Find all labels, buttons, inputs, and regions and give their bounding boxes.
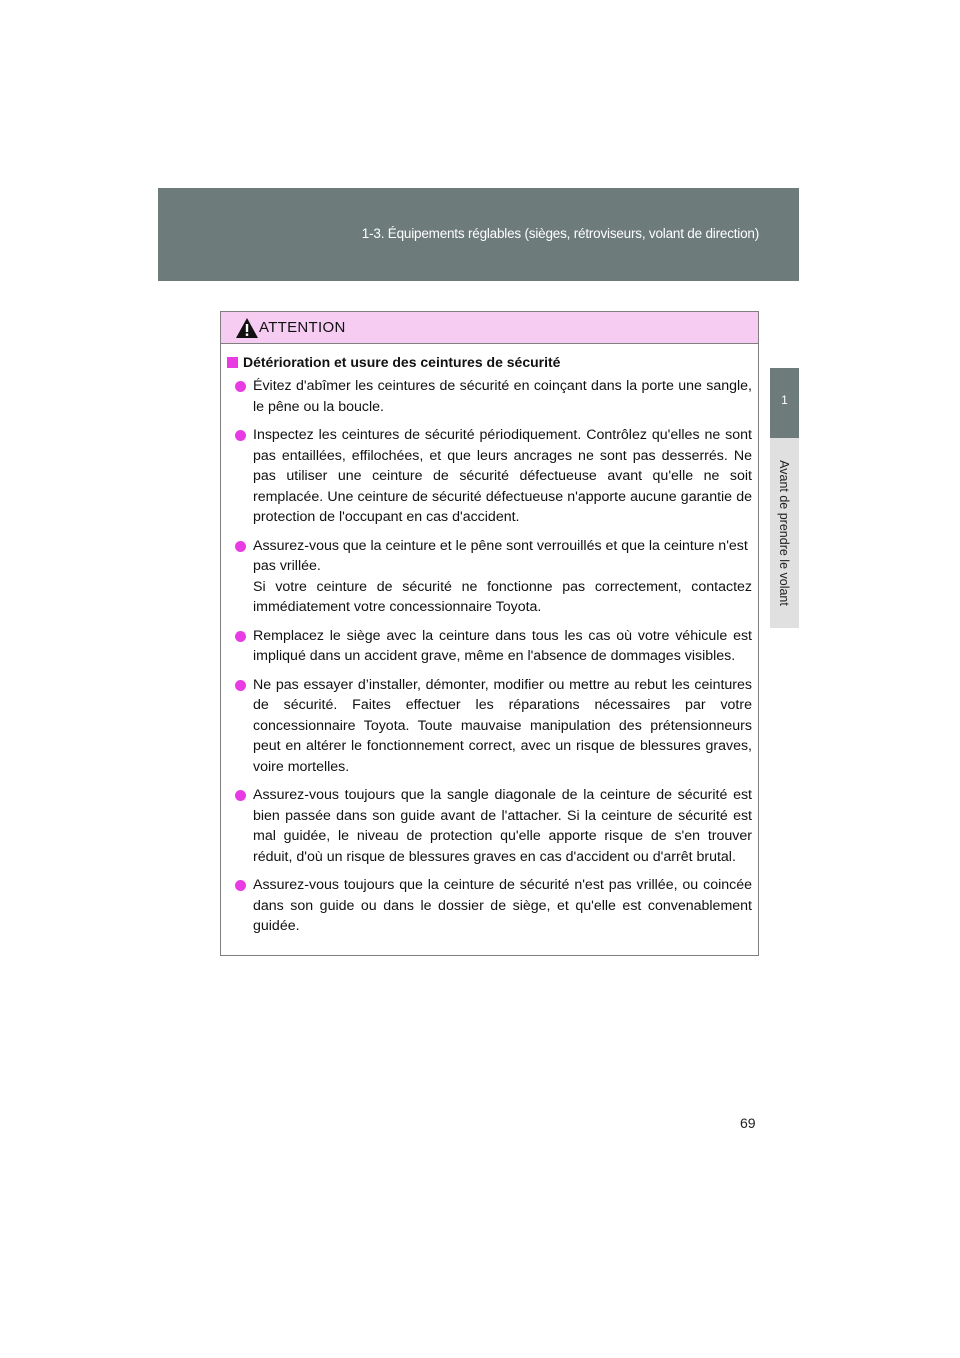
bullet-dot-icon — [235, 880, 246, 891]
list-item — [227, 425, 752, 528]
list-item-text: Ne pas essayer d’installer, démonter, modifier ou mettre au rebut les ceintures de sécurité. Faites effectuer les réparations nécessaires par votre concessionnaire Toyota. Toute mauvaise manipulation des prétensionneurs peut en altérer le fonctionnement correct, avec un risque de blessures graves, voire mortelles. — [253, 676, 752, 775]
list-item — [227, 875, 752, 937]
square-bullet-icon — [227, 357, 238, 368]
list-item — [227, 376, 752, 417]
bullet-dot-icon — [235, 541, 246, 552]
bullet-dot-icon — [235, 430, 246, 441]
bullet-dot-icon — [235, 381, 246, 392]
section-heading-text: Détérioration et usure des ceintures de sécurité — [243, 354, 561, 370]
section-title: 1-3. Équipements réglables (sièges, rétroviseurs, volant de direction) — [361, 226, 759, 241]
list-item — [227, 675, 752, 778]
warning-triangle-icon — [235, 317, 259, 339]
list-item-text: Évitez d'abîmer les ceintures de sécurité en coinçant dans la porte une sangle, le pêne ou la boucle. — [253, 378, 752, 415]
list-item-text: Inspectez les ceintures de sécurité périodiquement. Contrôlez qu'elles ne sont pas entaillées, effilochées, et que leurs ancrages ne sont pas desserrés. Ne pas utiliser une ceinture de sécurité défectueuse avant qu'elle ne soit remplacée. Une ceinture de sécurité défectueuse n'apporte aucune garantie de protection de l'occupant en cas d'accident. — [253, 427, 752, 525]
list-item-text: Assurez-vous que la ceinture et le pêne sont verrouillés et que la ceinture n'est pas vrillée. — [253, 537, 748, 574]
list-item — [227, 626, 752, 667]
caution-header — [221, 312, 758, 344]
chapter-number: 1 — [781, 393, 788, 407]
bullet-dot-icon — [235, 790, 246, 801]
list-item-text-continued: Si votre ceinture de sécurité ne fonctionne pas correctement, contactez immédiatement votre concessionnaire Toyota. — [253, 578, 752, 615]
bullet-dot-icon — [235, 631, 246, 642]
chapter-label-tab — [770, 438, 799, 628]
bullet-dot-icon — [235, 680, 246, 691]
section-heading — [227, 354, 752, 370]
list-item — [227, 785, 752, 867]
caution-box — [220, 311, 759, 956]
list-item — [227, 536, 752, 618]
list-item-text: Assurez-vous toujours que la sangle diagonale de la ceinture de sécurité est bien passée dans son guide avant de l'attacher. Si la ceinture de sécurité est mal guidée, le niveau de protection qu'elle apporte risque de s'en trouver réduit, d'où un risque de blessures graves en cas d'accident ou d'arrêt brutal. — [253, 787, 752, 865]
chapter-tab — [770, 368, 799, 438]
list-item-text: Assurez-vous toujours que la ceinture de sécurité n'est pas vrillée, ou coincée dans son guide ou dans le dossier de siège, et qu'elle est convenablement guidée. — [253, 877, 752, 934]
caution-body — [221, 344, 758, 937]
chapter-label: Avant de prendre le volant — [777, 460, 791, 606]
page-number: 69 — [740, 1115, 756, 1131]
header-band — [158, 188, 799, 281]
caution-title: ATTENTION — [259, 319, 346, 336]
list-item-text: Remplacez le siège avec la ceinture dans tous les cas où votre véhicule est impliqué dans un accident grave, même en l'absence de dommages visibles. — [253, 627, 752, 664]
